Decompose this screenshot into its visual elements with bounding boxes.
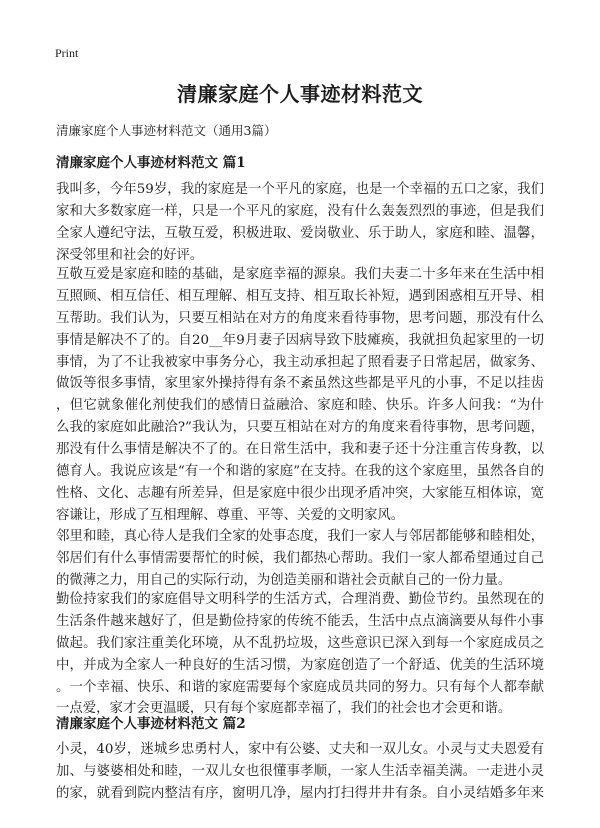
- paragraph: [56, 264, 544, 527]
- text-line: 互敬互爱是家庭和睦的基础，是家庭幸福的源泉。我们夫妻二十多年来在生活中相: [56, 267, 544, 282]
- text-line: 德育人。我说应该是“有一个和谐的家庭”在支持。在我的这个家庭里，虽然各自的: [56, 464, 544, 480]
- page-title: 清廉家庭个人事迹材料范文: [177, 82, 423, 106]
- text-line: 深受邻里和社会的好评。: [56, 247, 204, 263]
- text-line: 互照顾、相互信任、相互理解、相互支持、相互取长补短，遇到困惑相互开导、相: [56, 288, 544, 304]
- text-line: 的家，就看到院内整洁有序，窗明几净，屋内打扫得井井有条。自小灵结婚多年来: [56, 785, 544, 801]
- text-line: 中，并成为全家人一种良好的生活习惯，为家庭创造了一个舒适、优美的生活环境: [56, 657, 544, 673]
- text-line: 容谦让，形成了互相理解、尊重、平等、关爱的文明家风。: [56, 507, 405, 523]
- section-heading-1: 清廉家庭个人事迹材料范文 篇1: [56, 155, 246, 171]
- text-line: ，但它就象催化剂使我们的感情日益融洽、家庭和睦、快乐。许多人问我：“为什: [56, 398, 544, 414]
- document-subtitle: 清廉家庭个人事迹材料范文（通用3篇）: [56, 123, 277, 138]
- text-line: 性格、文化、志趣有所差异，但是家庭中很少出现矛盾冲突，大家能互相体谅，宽: [56, 485, 544, 501]
- text-line: 么我的家庭如此融洽?”我认为，只要互相站在对方的角度来看待事物，思考问题，: [56, 420, 544, 436]
- text-line: 生活条件越来越好了，但是勤俭持家的传统不能丢，生活中点点滴滴要从每件小事: [56, 613, 544, 629]
- text-line: 勤俭持家我们的家庭倡导文明科学的生活方式，合理消费、勤俭节约。虽然现在的: [56, 592, 544, 607]
- text-line: 小灵，40岁，迷城乡忠勇村人，家中有公婆、丈夫和一双儿女。小灵与丈夫恩爱有: [56, 742, 544, 757]
- text-line: 互帮助。我们认为，只要互相站在对方的角度来看待事物，思考问题，那没有什么: [56, 310, 544, 326]
- text-line: 。一个幸福、快乐、和谐的家庭需要每个家庭成员共同的努力。只有每个人都奉献: [56, 679, 544, 695]
- text-line: 全家人遵纪守法，互敬互爱，积极进取、爱岗敬业、乐于助人，家庭和睦、温馨，: [56, 225, 544, 241]
- text-line: 做起。我们家注重美化环境，从不乱扔垃圾，这些意识已深入到每一个家庭成员之: [56, 635, 544, 651]
- paragraph: [56, 589, 544, 720]
- section-heading-2: 清廉家庭个人事迹材料范文 篇2: [56, 716, 246, 732]
- text-line: 一点爱，家才会更温暖，只有每个家庭都幸福了，我们的社会也才会更和谐。: [56, 701, 512, 717]
- paragraph: [56, 739, 544, 805]
- paragraph: [56, 179, 544, 267]
- text-line: 家和大多数家庭一样，只是一个平凡的家庭，没有什么轰轰烈烈的事迹，但是我们: [56, 203, 544, 219]
- text-line: 我叫多，今年59岁，我的家庭是一个平凡的家庭，也是一个幸福的五口之家，我们: [56, 182, 544, 197]
- text-line: 邻里和睦，真心待人是我们全家的处事态度，我们一家人与邻居都能够和睦相处，: [56, 529, 544, 544]
- text-line: 做饭等很多事情，家里家外操持得有条不紊虽然这些都是平凡的小事，不足以挂齿: [56, 376, 544, 392]
- text-line: 的微薄之力，用自己的实际行动，为创造美丽和谐社会贡献自己的一份力量。: [56, 572, 512, 588]
- text-line: 邻居们有什么事情需要帮忙的时候，我们都热心帮助。我们一家人都希望通过自己: [56, 550, 544, 566]
- print-label[interactable]: Print: [55, 46, 79, 60]
- text-line: 那没有什么事情是解决不了的。在日常生活中，我和妻子还十分注重言传身教，以: [56, 442, 544, 458]
- paragraph: [56, 526, 544, 592]
- text-line: 事情，为了不让我被家中事务分心，我主动承担起了照看妻子日常起居，做家务、: [56, 354, 544, 370]
- text-line: 加、与婆婆相处和睦，一双儿女也很懂事孝顺，一家人生活幸福美满。一走进小灵: [56, 763, 544, 779]
- text-line: 事情是解决不了的。自20__年9月妻子因病导致下肢瘫痪，我就担负起家里的一切: [56, 332, 544, 348]
